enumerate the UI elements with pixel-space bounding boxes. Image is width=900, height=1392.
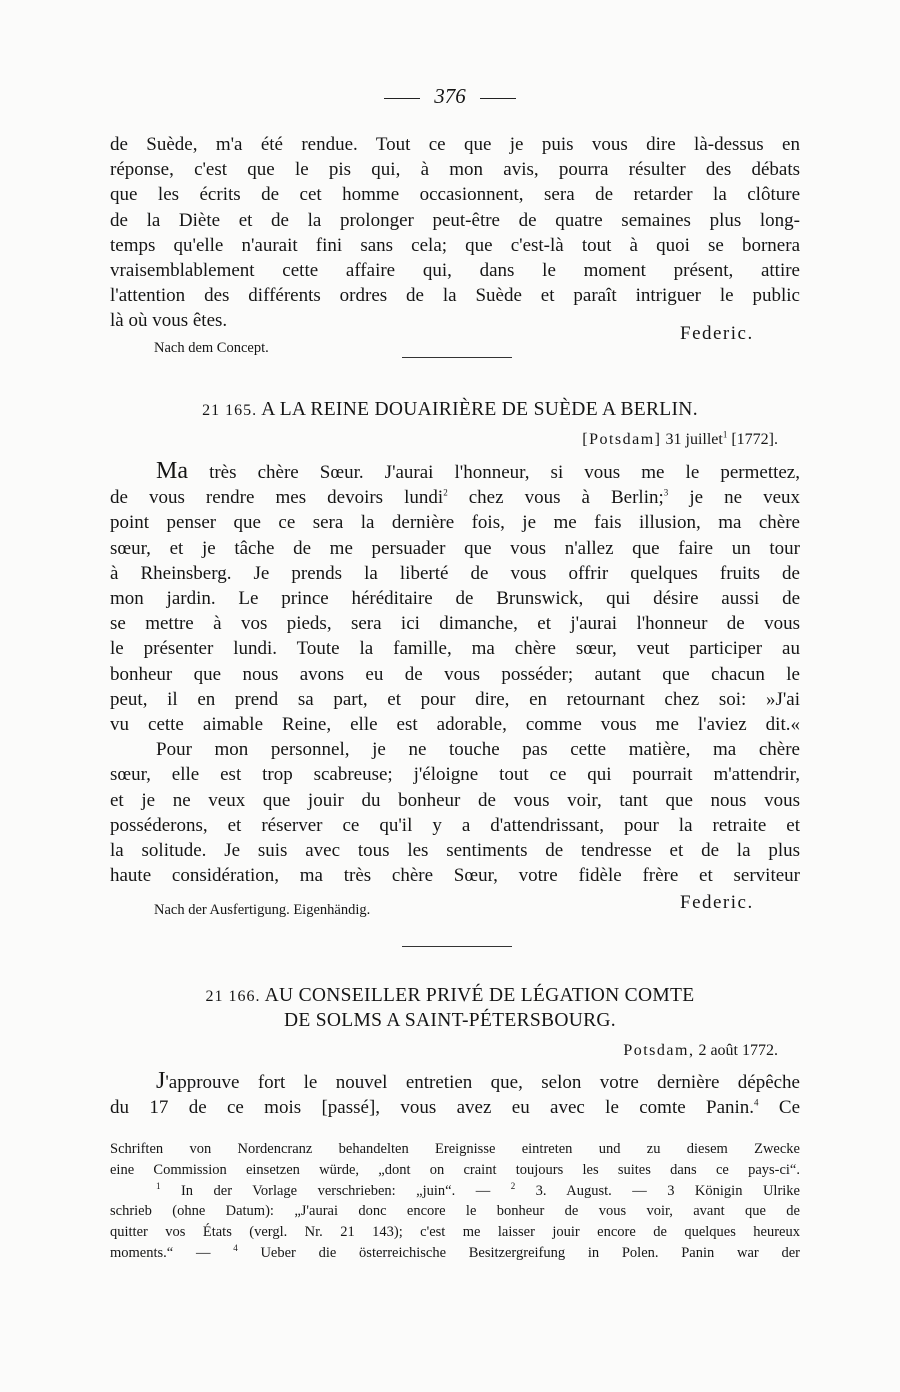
text-line: sœur, et je tâche de me persuader que vous n'allez que faire un tour [110,537,800,559]
text-line: et je ne veux que jouir du bonheur de vous voir, tant que nous vous [110,789,800,811]
footnote-line: schrieb (ohne Datum): „J'aurai donc encore le bonheur de vous voir, avant que de [110,1203,800,1220]
text-line: bonheur que nous avons eu de vous posséder; autant que chacun le [110,663,800,685]
text-line: de la Diète et de la prolonger peut-être de quatre semaines plus long- [110,209,800,231]
date-place: [Potsdam] [582,431,662,448]
signature: Federic. [680,323,754,344]
letter-title: A LA REINE DOUAIRIÈRE DE SUÈDE A BERLIN. [261,399,698,420]
footnote-marker: 1 [722,429,728,440]
letter-body [110,459,800,888]
text-line: vraisemblablement cette affaire qui, dans le moment présent, attire [110,260,800,282]
previous-letter-text [110,132,800,334]
source-note: Nach dem Concept. [154,340,269,356]
footnote-line: quitter vos États (vergl. Nr. 21 143); c'est me laisser jouir encore de quelques heureux [110,1224,800,1241]
letter-heading [0,399,900,421]
letter-number: 21 166. [205,988,261,1005]
date-rest: 2 août 1772. [698,1042,778,1059]
signature: Federic. [680,892,754,913]
footnote-line: Schriften von Nordencranz behandelten Ereignisse eintreten und zu diesem Zwecke [110,1141,800,1157]
letter-title-line2: DE SOLMS A SAINT-PÉTERSBOURG. [284,1010,616,1031]
footnote-marker: 3 [663,487,669,498]
header-rule-right [480,98,516,99]
letter-heading [0,985,900,1007]
text-line: temps qu'elle n'aurait fini sans cela; que c'est-là tout à quoi se bornera [110,234,800,256]
text-line: Ma très chère Sœur. J'aurai l'honneur, si vous me le permettez, [156,458,800,484]
text-line: vu cette aimable Reine, elle est adorable, comme vous me l'aviez dit.« [110,714,800,736]
text-line: la solitude. Je suis avec tous les sentiments de tendresse et de la plus [110,840,800,862]
page-header [0,84,900,109]
text-line: là où vous êtes. [110,310,228,332]
footnote-line: eine Commission einsetzen würde, „dont on craint toujours les suites dans ce pays-ci“. [110,1161,800,1178]
footnote-marker: 2 [443,487,448,498]
source-note: Nach der Ausfertigung. Eigenhändig. [154,902,371,918]
text-line: se mettre à vos pieds, sera ici dimanche, et j'aurai l'honneur de vous [110,613,800,635]
text-line: du 17 de ce mois [passé], vous avez eu avec le comte Panin.$^4$ Ce [110,1097,800,1119]
text-line: que les écrits de cet homme occasionnent, sera de retarder la clôture [110,184,800,206]
text-line: l'attention des différents ordres de la Suède et paraît intriguer le public [110,285,800,307]
date-day: 31 juillet [665,431,723,448]
letter-body [110,1069,800,1120]
letter-title: AU CONSEILLER PRIVÉ DE LÉGATION COMTE [264,985,695,1006]
footnote-marker: 4 [754,1097,759,1108]
header-rule-left [384,98,420,99]
text-line: de vous rendre mes devoirs lundi$^2$ chez vous à Berlin;$^3$ je ne veux [110,487,800,509]
text-line: J'approuve fort le nouvel entretien que, selon votre dernière dépêche [156,1068,800,1094]
text-line: le présenter lundi. Toute la famille, ma chère sœur, veut participer au [110,638,800,660]
text-line: réponse, c'est que le pis qui, à mon avis, pourra résulter des débats [110,159,800,181]
text-line: mon jardin. Le prince héréditaire de Brunswick, qui désire aussi de [110,588,800,610]
footnote-line: moments.“ — $^4$ Ueber die österreichische Besitzergreifung in Polen. Panin war der [110,1243,800,1261]
date-year: [1772]. [731,431,778,448]
initial-word: Ma [156,458,188,484]
text-line: posséderons, et réserver ce qu'il y a d'attendrissant, pour la retraite et [110,814,800,836]
letter-date [623,1042,778,1060]
footnotes [110,1139,800,1264]
separator-rule [402,946,512,947]
page-number: 376 [434,84,466,108]
text-line: haute considération, ma très chère Sœur, votre fidèle frère et serviteur [110,865,800,887]
text-line: de Suède, m'a été rendue. Tout ce que je puis vous dire là-dessus en [110,134,800,155]
date-place: Potsdam, [623,1042,695,1059]
text-line: point penser que ce sera la dernière fois, je me fais illusion, ma chère [110,512,800,534]
separator-rule [402,357,512,358]
footnote-line: $^1$ In der Vorlage verschrieben: „juin“. — $^2$ 3. August. — 3 Königin Ulrike [156,1180,800,1199]
letter-date [582,431,778,449]
initial-letter: J [156,1068,166,1094]
text-line: à Rheinsberg. Je prends la liberté de vous offrir quelques fruits de [110,562,800,584]
text-line: Pour mon personnel, je ne touche pas cette matière, ma chère [156,739,800,761]
text-line: peut, il en prend sa part, et pour dire, en retournant chez soi: »J'ai [110,688,800,710]
text-line: sœur, elle est trop scabreuse; j'éloigne tout ce qui pourrait m'attendrir, [110,764,800,786]
letter-number: 21 165. [202,402,258,419]
